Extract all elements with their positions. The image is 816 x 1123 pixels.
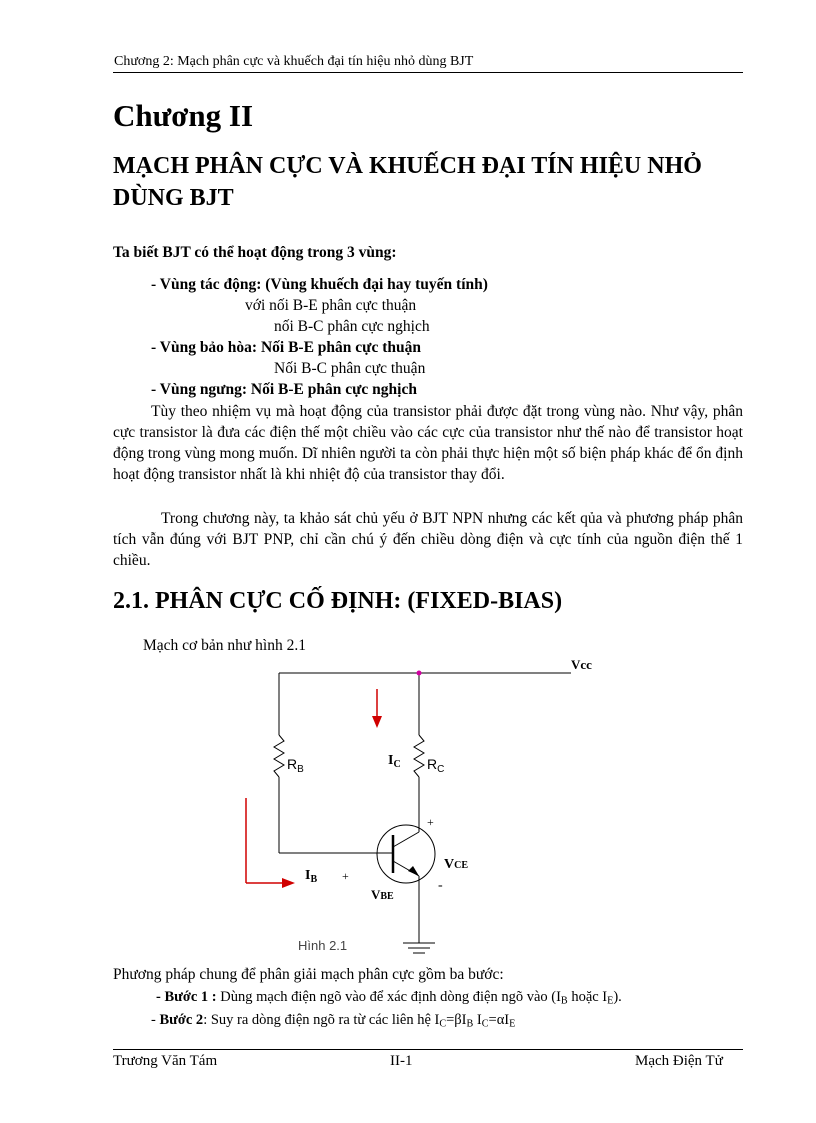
rc-label: R <box>427 756 438 772</box>
footer-rule <box>113 1049 743 1050</box>
svg-text:RC: $R_C$ <box>427 756 445 775</box>
svg-text:IB: $I_B$ <box>305 868 318 885</box>
section-heading: 2.1. PHÂN CỰC CỐ ĐỊNH: (FIXED-BIAS) <box>113 588 563 614</box>
chapter-label: Chương II <box>113 98 254 133</box>
method-step-1: - Bước 1 : Dùng mạch điện ngõ vào để xác định dòng điện ngõ vào ($I_B$ hoặc $I_E$). <box>156 989 622 1007</box>
section-intro: Mạch cơ bản như hình 2.1 <box>143 637 306 654</box>
transistor-symbol <box>377 825 435 883</box>
svg-text:IC: $I_C$ <box>388 753 401 770</box>
chapter-title: MẠCH PHÂN CỰC VÀ KHUẾCH ĐẠI TÍN HIỆU NHỎ DÙNG BJT <box>113 153 702 211</box>
region-cutoff: - Vùng ngưng: Nối B-E phân cực nghịch <box>151 381 417 398</box>
vce-label: V <box>444 857 455 872</box>
vcc-label: Vcc <box>571 657 592 672</box>
intro-lead: Ta biết BJT có thể hoạt động trong 3 vùng: <box>113 244 397 261</box>
ib-label: I <box>305 868 311 883</box>
ic-label: I <box>388 753 394 768</box>
plus-base: + <box>342 869 349 883</box>
vbe-label: V <box>371 887 381 902</box>
region-active: - Vùng tác động: (Vùng khuếch đại hay tuyến tính) <box>151 276 488 293</box>
footer-subject: Mạch Điện Tử <box>635 1053 723 1069</box>
figure-caption: Hình 2.1 <box>298 938 348 953</box>
paragraph-1: Tùy theo nhiệm vụ mà hoạt động của transistor phải được đặt trong vùng nào. Như vậy, phân cực transistor là đưa các điện thế một chiều vào các cực của transistor như thế nào để transistor hoạt động trong vùng mong muốn. Dĩ nhiên người ta còn phải thực hiện một số biện pháp khác để ổn định hoạt động transistor nhất là khi nhiệt độ của transistor thay đổi. <box>113 403 743 483</box>
rc-resistor <box>414 735 424 777</box>
region-active-line1: với nối B-E phân cực thuận <box>245 297 417 314</box>
minus-emitter: - <box>438 878 443 893</box>
running-header: Chương 2: Mạch phân cực và khuếch đại tín hiệu nhỏ dùng BJT <box>114 54 474 69</box>
footer-author: Trương Văn Tám <box>113 1053 218 1069</box>
footer-page-number: II-1 <box>390 1053 413 1069</box>
rb-resistor <box>274 735 284 777</box>
region-saturation: - Vùng bảo hòa: Nối B-E phân cực thuận <box>151 339 422 356</box>
plus-collector: + <box>427 815 434 829</box>
svg-text:VBE: VBE <box>371 887 394 902</box>
rb-label: R <box>287 756 298 772</box>
svg-text:RB: $R_B$ <box>287 756 304 775</box>
paragraph-2: Trong chương này, ta khảo sát chủ yếu ở BJT NPN nhưng các kết qủa và phương pháp phân tích vẫn đúng với BJT PNP, chỉ cần chú ý đến chiều dòng điện và cực tính của nguồn điện thế 1 chiều. <box>113 510 743 569</box>
method-step-2: - Bước 2: Suy ra dòng điện ngõ ra từ các liên hệ $I_C=\beta I_B$ $I_C=\alpha I_E$ <box>151 1012 516 1030</box>
region-saturation-line1: Nối B-C phân cực thuận <box>274 360 426 377</box>
method-intro: Phương pháp chung để phân giải mạch phân cực gồm ba bước: <box>113 966 504 983</box>
svg-text:VCE: VCE <box>444 857 469 872</box>
region-active-line2: nối B-C phân cực nghịch <box>274 318 430 335</box>
